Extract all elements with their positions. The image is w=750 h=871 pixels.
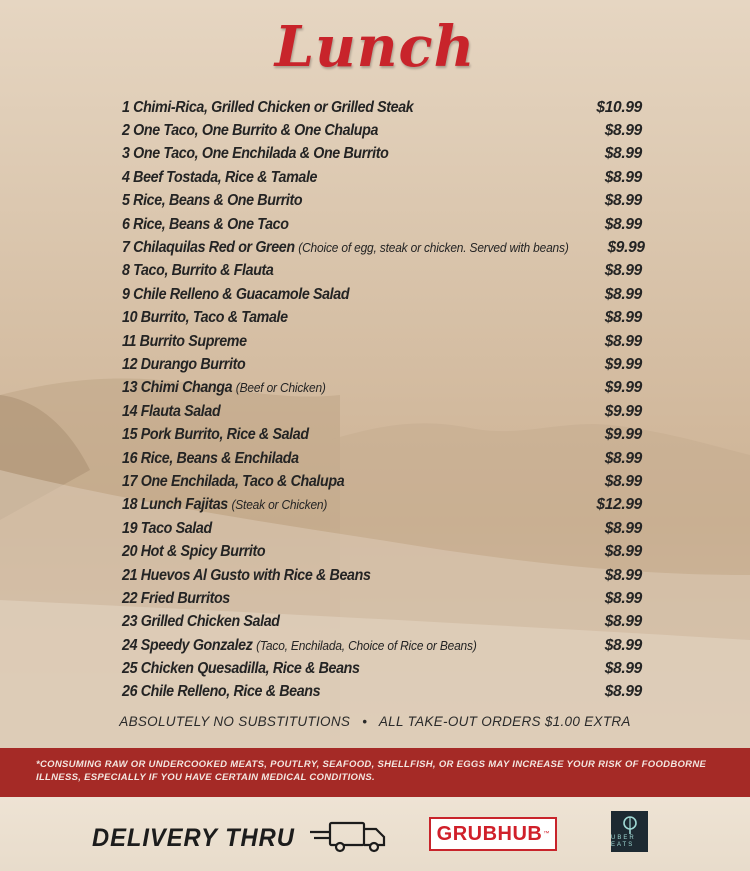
lunch-menu-list [122, 96, 645, 704]
menu-item-title: 9 Chile Relleno & Guacamole Salad [122, 285, 350, 303]
menu-item-title: 12 Durango Burrito [122, 355, 246, 373]
menu-item [122, 423, 642, 446]
menu-item-name [122, 169, 317, 187]
menu-item-price: $8.99 [604, 472, 642, 490]
menu-item-title: 2 One Taco, One Burrito & One Chalupa [122, 122, 379, 140]
menu-item-note: (Choice of egg, steak or chicken. Served with beans) [298, 240, 569, 256]
menu-item-name [122, 590, 230, 608]
menu-item [122, 119, 642, 142]
grubhub-logo[interactable]: GRUBHUB ™ [429, 817, 557, 851]
menu-item [122, 470, 642, 493]
menu-item-name [122, 567, 371, 585]
menu-item-title: 10 Burrito, Taco & Tamale [122, 309, 288, 327]
menu-item-name [122, 262, 273, 280]
truck-icon [308, 819, 390, 858]
menu-item [122, 564, 642, 587]
menu-item-price: $8.99 [604, 262, 642, 280]
menu-item-name [122, 122, 378, 140]
menu-item-name [122, 216, 289, 234]
menu-item-price: $8.99 [604, 519, 642, 537]
menu-item-name [122, 403, 220, 421]
uber-eats-logo[interactable] [611, 811, 648, 852]
menu-item-price: $9.99 [604, 402, 642, 420]
menu-item-name [122, 426, 309, 444]
menu-item-name [122, 286, 349, 304]
menu-item [122, 166, 642, 189]
menu-item-title: 13 Chimi Changa [122, 379, 233, 397]
menu-item-price: $8.99 [604, 215, 642, 233]
takeout-extra-text: ALL TAKE-OUT ORDERS $1.00 EXTRA [378, 714, 631, 729]
menu-item-name [122, 473, 344, 491]
menu-item-title: 22 Fried Burritos [122, 589, 230, 607]
menu-item-note: (Steak or Chicken) [231, 497, 328, 513]
menu-item [122, 330, 642, 353]
menu-item-title: 20 Hot & Spicy Burrito [122, 543, 266, 561]
menu-item [122, 96, 642, 119]
menu-item-name [122, 613, 280, 631]
menu-item [122, 657, 642, 680]
menu-title: Lunch [274, 14, 476, 80]
menu-item-price: $9.99 [604, 355, 642, 373]
menu-item-price: $8.99 [604, 192, 642, 210]
menu-item-price: $8.99 [604, 449, 642, 467]
menu-item-price: $8.99 [604, 332, 642, 350]
menu-item-name [122, 520, 212, 538]
menu-item-name [122, 239, 569, 257]
menu-item [122, 681, 642, 704]
menu-item [122, 236, 645, 259]
menu-item-price: $8.99 [604, 566, 642, 584]
menu-item [122, 494, 642, 517]
menu-item [122, 213, 642, 236]
menu-item-title: 24 Speedy Gonzalez [122, 636, 253, 654]
menu-item-price: $8.99 [604, 589, 642, 607]
menu-item [122, 517, 642, 540]
menu-item-name [122, 450, 299, 468]
food-safety-warning: *CONSUMING RAW OR UNDERCOOKED MEATS, POUTLRY, SEAFOOD, SHELLFISH, OR EGGS MAY INCREASE YOUR RISK OF FOODBORNE ILLNESS, ESPECIALLY IF YOU HAVE CERTAIN MEDICAL CONDITIONS. [0, 748, 750, 797]
menu-item-title: 3 One Taco, One Enchilada & One Burrito [122, 145, 389, 163]
menu-item-name [122, 543, 265, 561]
menu-item [122, 190, 642, 213]
menu-item-price: $9.99 [604, 379, 642, 397]
no-substitutions-text: ABSOLUTELY NO SUBSTITUTIONS [119, 714, 351, 729]
menu-item-title: 18 Lunch Fajitas [122, 496, 228, 514]
menu-item-name [122, 145, 388, 163]
grubhub-logo-text: GRUBHUB [436, 822, 543, 845]
delivery-thru-text: DELIVERY THRU [92, 824, 295, 852]
menu-item-title: 11 Burrito Supreme [122, 332, 247, 350]
menu-item-price: $8.99 [604, 660, 642, 678]
menu-item-price: $8.99 [604, 613, 642, 631]
menu-item-name [122, 309, 288, 327]
menu-item-price: $8.99 [604, 309, 642, 327]
delivery-thru [92, 819, 390, 858]
menu-item-title: 17 One Enchilada, Taco & Chalupa [122, 472, 345, 490]
menu-item-name [122, 660, 360, 678]
menu-item-title: 6 Rice, Beans & One Taco [122, 215, 289, 233]
menu-item-title: 4 Beef Tostada, Rice & Tamale [122, 168, 318, 186]
menu-item [122, 400, 642, 423]
menu-item-name [122, 333, 247, 351]
menu-item-title: 21 Huevos Al Gusto with Rice & Beans [122, 566, 371, 584]
menu-item [122, 143, 642, 166]
uber-eats-icon [621, 815, 639, 835]
menu-item-price: $10.99 [596, 98, 642, 116]
menu-item-price: $8.99 [604, 285, 642, 303]
menu-item [122, 540, 642, 563]
menu-item-name [122, 637, 477, 655]
uber-eats-text: UBER EATS [611, 835, 636, 848]
menu-item-price: $12.99 [596, 496, 642, 514]
menu-item-price: $8.99 [604, 683, 642, 701]
menu-item-title: 19 Taco Salad [122, 519, 212, 537]
menu-item [122, 634, 642, 657]
menu-item-name [122, 356, 245, 374]
menu-item-price: $8.99 [604, 543, 642, 561]
menu-item-price: $8.99 [604, 122, 642, 140]
menu-item-title: 23 Grilled Chicken Salad [122, 613, 280, 631]
menu-item-name [122, 192, 302, 210]
menu-item [122, 307, 642, 330]
policy-separator: • [362, 714, 368, 729]
menu-item [122, 377, 642, 400]
delivery-footer [0, 797, 750, 871]
menu-item-title: 7 Chilaquilas Red or Green [122, 239, 295, 257]
menu-item [122, 587, 642, 610]
menu-item-name [122, 99, 413, 117]
menu-item [122, 260, 642, 283]
menu-item-title: 16 Rice, Beans & Enchilada [122, 449, 299, 467]
menu-item-name [122, 683, 320, 701]
menu-item-name [122, 379, 326, 397]
menu-item-note: (Beef or Chicken) [235, 380, 326, 396]
menu-item [122, 611, 642, 634]
menu-item-title: 25 Chicken Quesadilla, Rice & Beans [122, 660, 360, 678]
menu-item [122, 353, 642, 376]
menu-item-title: 15 Pork Burrito, Rice & Salad [122, 426, 309, 444]
menu-item-title: 8 Taco, Burrito & Flauta [122, 262, 274, 280]
menu-item-title: 5 Rice, Beans & One Burrito [122, 192, 303, 210]
menu-item-note: (Taco, Enchilada, Choice of Rice or Beans) [256, 637, 477, 653]
menu-item-price: $8.99 [604, 145, 642, 163]
menu-item-price: $8.99 [604, 636, 642, 654]
menu-item [122, 283, 642, 306]
menu-item-price: $8.99 [604, 168, 642, 186]
menu-item [122, 447, 642, 470]
menu-item-name [122, 496, 327, 514]
menu-item-title: 26 Chile Relleno, Rice & Beans [122, 683, 321, 701]
menu-item-title: 1 Chimi-Rica, Grilled Chicken or Grilled Steak [122, 98, 414, 116]
menu-item-price: $9.99 [604, 426, 642, 444]
policy-line [0, 714, 750, 729]
menu-item-title: 14 Flauta Salad [122, 402, 221, 420]
menu-item-price: $9.99 [607, 239, 645, 257]
